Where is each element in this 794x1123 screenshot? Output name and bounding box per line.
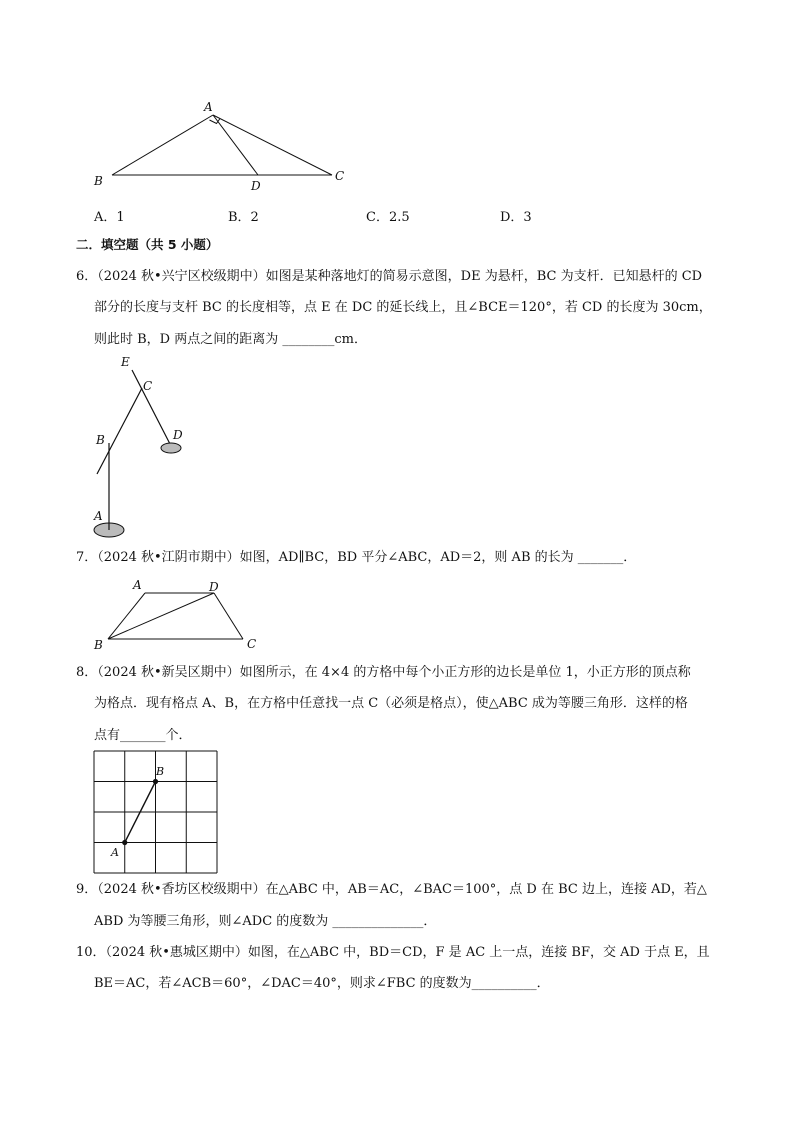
q9-line-2: ABD 为等腰三角形，则∠ADC 的度数为 ______________． — [94, 914, 437, 929]
grid-figure-q8 — [90, 746, 222, 876]
label-B: B — [156, 765, 165, 778]
floor-lamp-figure-q6 — [85, 350, 205, 545]
label-C: C — [247, 637, 257, 651]
q5-option-a: A．1 — [94, 210, 125, 225]
q6-line-3: 则此时 B，D 两点之间的距离为 ________cm． — [94, 332, 367, 347]
triangle-figure-q5 — [85, 95, 355, 195]
q8-line-1: 8．（2024 秋•新吴区期中）如图所示，在 4×4 的方格中每个小正方形的边长是单位 1，小正方形的顶点称 — [76, 665, 691, 680]
label-B: B — [94, 174, 103, 188]
q6-line-2: 部分的长度与支杆 BC 的长度相等，点 E 在 DC 的延长线上，且∠BCE＝120°，若 CD 的长度为 30cm， — [94, 300, 712, 315]
label-C: C — [335, 169, 345, 183]
label-C: C — [143, 379, 153, 393]
label-A: A — [94, 509, 103, 523]
label-D: D — [251, 179, 261, 193]
q5-option-c: C．2.5 — [366, 210, 410, 225]
label-A: A — [204, 100, 213, 114]
label-A: A — [133, 578, 142, 592]
point-A — [122, 840, 127, 845]
q10-line-1: 10．（2024 秋•惠城区期中）如图，在△ABC 中，BD＝CD，F 是 AC 上一点，连接 BF，交 AD 于点 E，且 — [76, 945, 710, 960]
q6-line-1: 6．（2024 秋•兴宁区校级期中）如图是某种落地灯的简易示意图，DE 为悬杆，BC 为支杆．已知悬杆的 CD — [76, 269, 703, 284]
q5-option-b: B．2 — [228, 210, 259, 225]
q8-line-2: 为格点．现有格点 A、B，在方格中任意找一点 C（必须是格点），使△ABC 成为等腰三角形．这样的格 — [94, 696, 688, 711]
q8-line-3: 点有_______个． — [94, 728, 192, 743]
q5-option-d: D．3 — [500, 210, 532, 225]
q7-line-1: 7．（2024 秋•江阴市期中）如图，AD∥BC，BD 平分∠ABC，AD＝2，则 AB 的长为 _______． — [76, 550, 637, 565]
label-B: B — [96, 433, 105, 447]
point-B — [153, 779, 158, 784]
label-A: A — [111, 846, 119, 859]
label-B: B — [94, 638, 103, 652]
trapezoid-figure-q7 — [85, 575, 265, 655]
label-E: E — [121, 355, 130, 369]
label-D: D — [209, 580, 219, 594]
q10-line-2: BE＝AC，若∠ACB＝60°，∠DAC＝40°，则求∠FBC 的度数为__________． — [94, 976, 550, 991]
q9-line-1: 9．（2024 秋•香坊区校级期中）在△ABC 中，AB＝AC，∠BAC＝100°，点 D 在 BC 边上，连接 AD，若△ — [76, 882, 707, 897]
label-D: D — [173, 428, 183, 442]
section-title: 二．填空题（共 5 小题） — [76, 237, 219, 252]
